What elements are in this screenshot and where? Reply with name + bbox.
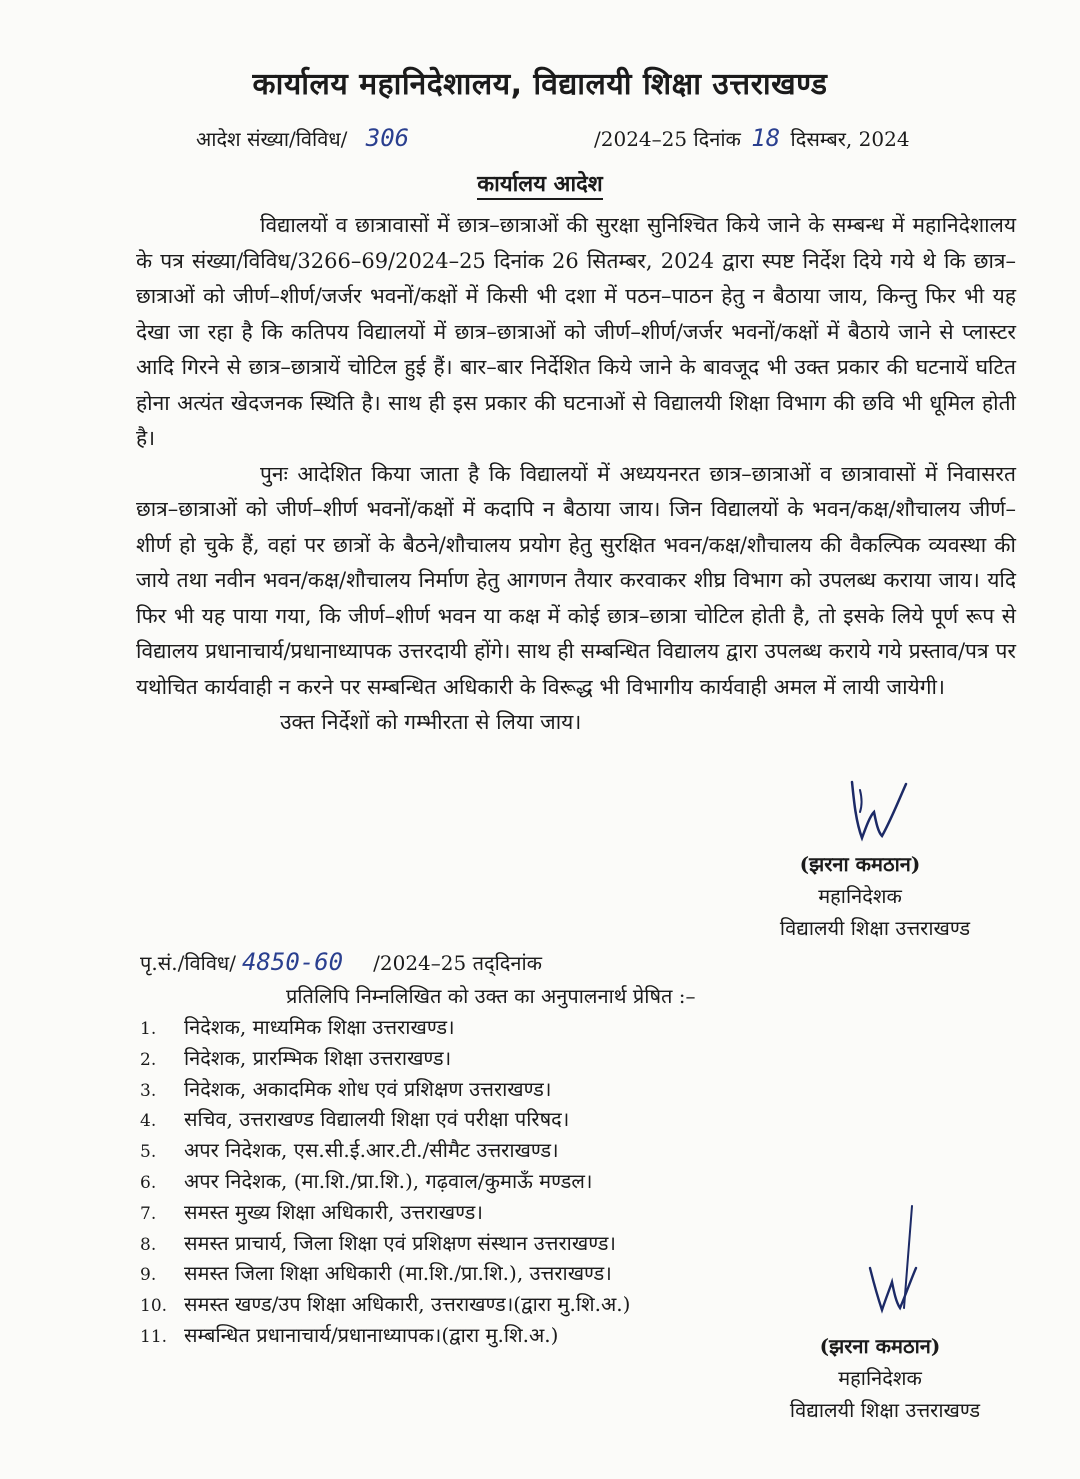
copy-ref-label: पृ.सं./विविध/ [140, 951, 236, 975]
list-item [140, 1074, 940, 1105]
order-heading: कार्यालय आदेश [0, 168, 1080, 198]
order-date [594, 124, 910, 152]
copy-reference [140, 948, 542, 976]
signatory-office-wrap [740, 912, 1010, 944]
signature-block-1 [760, 848, 960, 880]
list-item-text: सम्बन्धित प्रधानाचार्य/प्रधानाध्यापक।(द्वारा मु.शि.अ.) [184, 1322, 559, 1347]
list-item-text: समस्त जिला शिक्षा अधिकारी (मा.शि./प्रा.शि.), उत्तराखण्ड। [184, 1261, 612, 1286]
list-item-number: 3. [140, 1080, 157, 1101]
paragraph-3: उक्त निर्देशों को गम्भीरता से लिया जाय। [280, 710, 582, 734]
list-item-text: सचिव, उत्तराखण्ड विद्यालयी शिक्षा एवं परीक्षा परिषद। [184, 1107, 570, 1132]
list-item-number: 6. [140, 1172, 157, 1193]
order-body [136, 208, 1016, 741]
order-reference [196, 124, 409, 152]
list-item-number: 2. [140, 1049, 157, 1070]
list-item-number: 1. [140, 1019, 157, 1039]
list-item-text: अपर निदेशक, एस.सी.ई.आर.टी./सीमैट उत्तराखण्ड। [184, 1138, 559, 1163]
list-item-number: 9. [140, 1265, 157, 1286]
signature-scribble-2 [860, 1198, 930, 1318]
order-ref-label: आदेश संख्या/विविध/ [196, 127, 348, 151]
recipient-list [140, 1012, 940, 1351]
signature-scribble-1 [840, 772, 920, 852]
list-item-number: 8. [140, 1234, 157, 1255]
list-item-text: निदेशक, प्रारम्भिक शिक्षा उत्तराखण्ड। [184, 1045, 452, 1070]
list-item-number: 7. [140, 1203, 157, 1224]
office-title: कार्यालय महानिदेशालय, विद्यालयी शिक्षा उत्तराखण्ड [252, 67, 828, 102]
list-item [140, 1135, 940, 1166]
list-item [140, 1166, 940, 1197]
signatory-designation-wrap [760, 880, 960, 912]
list-item-text: समस्त खण्ड/उप शिक्षा अधिकारी, उत्तराखण्ड।(द्वारा मु.शि.अ.) [184, 1292, 631, 1317]
order-day: 18 [751, 124, 781, 152]
signatory-name: (झरना कमठान) [799, 852, 921, 876]
list-item-text: निदेशक, माध्यमिक शिक्षा उत्तराखण्ड। [184, 1015, 455, 1039]
list-item-text: समस्त प्राचार्य, जिला शिक्षा एवं प्रशिक्षण संस्थान उत्तराखण्ड। [184, 1230, 616, 1255]
signatory-name-2: (झरना कमठान) [819, 1334, 941, 1358]
signatory-office-2-wrap [750, 1394, 1020, 1426]
list-item-number: 10. [140, 1296, 168, 1317]
list-item [140, 1228, 940, 1259]
signature-block-2 [780, 1330, 980, 1362]
list-item [140, 1289, 940, 1320]
order-ref-suffix: /2024–25 दिनांक [594, 127, 741, 151]
list-item [140, 1258, 940, 1289]
list-item [140, 1012, 940, 1043]
list-item-number: 4. [140, 1111, 157, 1132]
copy-intro: प्रतिलिपि निम्नलिखित को उक्त का अनुपालनार्थ प्रेषित :– [286, 984, 696, 1008]
list-item-number: 5. [140, 1142, 157, 1163]
list-item [140, 1043, 940, 1074]
list-item [140, 1197, 940, 1228]
list-item-number: 11. [140, 1326, 168, 1347]
copy-ref-number: 4850-60 [241, 948, 344, 976]
list-item-text: समस्त मुख्य शिक्षा अधिकारी, उत्तराखण्ड। [184, 1199, 483, 1224]
list-item [140, 1104, 940, 1135]
signatory-designation-2-wrap [780, 1362, 980, 1394]
signatory-designation: महानिदेशक [818, 884, 902, 908]
paragraph-2: पुनः आदेशित किया जाता है कि विद्यालयों में अध्ययनरत छात्र–छात्राओं व छात्रावासों में निवासरत छात्र–छात्राओं को जीर्ण–शीर्ण भवनों/कक्षों में कदापि न बैठाया जाय। जिन विद्यालयों के भवन/कक्ष/शौचालय जीर्ण–शीर्ण हो चुके हैं, वहां पर छात्रों के बैठने/शौचालय प्रयोग हेतु सुरक्षित भवन/कक्ष/शौचालय की वैकल्पिक व्यवस्था की जाये तथा नवीन भवन/कक्ष/शौचालय निर्माण हेतु आगणन तैयार करवाकर शीघ्र विभाग को उपलब्ध कराया जाय। यदि फिर भी यह पाया गया, कि जीर्ण–शीर्ण भवन या कक्ष में कोई छात्र–छात्रा चोटिल होती है, तो इसके लिये पूर्ण रूप से विद्यालय प्रधानाचार्य/प्रधानाध्यापक उत्तरदायी होंगे। साथ ही सम्बन्धित विद्यालय द्वारा उपलब्ध कराये गये प्रस्ताव/पत्र पर यथोचित कार्यवाही न करने पर सम्बन्धित अधिकारी के विरूद्ध भी विभागीय कार्यवाही अमल में लायी जायेगी। [136, 461, 1016, 699]
list-item-text: अपर निदेशक, (मा.शि./प्रा.शि.), गढ़वाल/कुमाऊँ मण्डल। [184, 1168, 593, 1193]
order-month-year: दिसम्बर, 2024 [790, 127, 910, 151]
signatory-office: विद्यालयी शिक्षा उत्तराखण्ड [779, 916, 971, 940]
signatory-designation-2: महानिदेशक [838, 1366, 922, 1390]
copy-ref-suffix: /2024–25 तद्‌दिनांक [373, 951, 543, 975]
signatory-office-2: विद्यालयी शिक्षा उत्तराखण्ड [789, 1398, 981, 1422]
list-item-text: निदेशक, अकादमिक शोध एवं प्रशिक्षण उत्तराखण्ड। [184, 1076, 552, 1101]
order-ref-number: 306 [365, 124, 410, 152]
paragraph-1: विद्यालयों व छात्रावासों में छात्र–छात्राओं की सुरक्षा सुनिश्चित किये जाने के सम्बन्ध में महानिदेशालय के पत्र संख्या/विविध/3266–69/2024–25 दिनांक 26 सितम्बर, 2024 द्वारा स्पष्ट निर्देश दिये गये थे कि छात्र–छात्राओं को जीर्ण–शीर्ण/जर्जर भवनों/कक्षों में किसी भी दशा में पठन–पाठन हेतु न बैठाया जाय, किन्तु फिर भी यह देखा जा रहा है कि कतिपय विद्यालयों में छात्र–छात्राओं को जीर्ण–शीर्ण/जर्जर भवनों/कक्षों में बैठाये जाने से प्लास्टर आदि गिरने से छात्र–छात्रायें चोटिल हुई हैं। बार–बार निर्देशित किये जाने के बावजूद भी उक्त प्रकार की घटनायें घटित होना अत्यंत खेदजनक स्थिति है। साथ ही इस प्रकार की घटनाओं से विद्यालयी शिक्षा विभाग की छवि भी धूमिल होती है। [136, 213, 1016, 450]
